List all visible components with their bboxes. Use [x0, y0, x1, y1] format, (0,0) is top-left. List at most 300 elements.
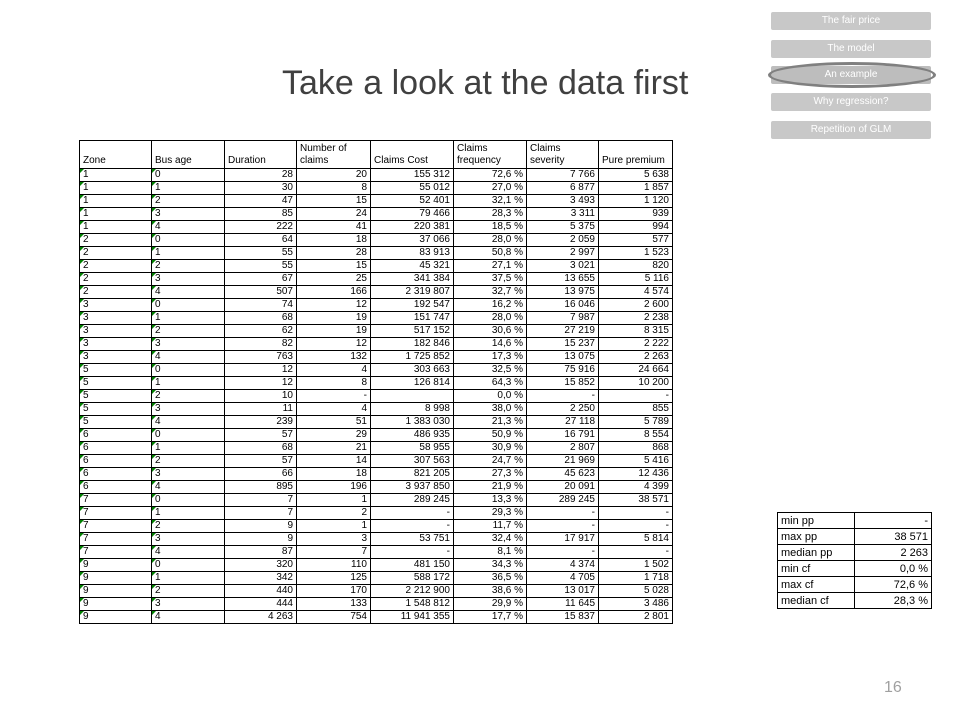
table-row	[80, 403, 673, 416]
table-cell: 72,6 %	[454, 169, 527, 182]
table-cell: 1	[152, 247, 225, 260]
table-row	[80, 429, 673, 442]
table-cell: 4	[297, 364, 371, 377]
table-cell: 18,5 %	[454, 221, 527, 234]
table-cell: 2	[80, 247, 152, 260]
table-cell: 3	[152, 468, 225, 481]
table-cell: 170	[297, 585, 371, 598]
table-cell: 12	[297, 299, 371, 312]
table-cell: 12	[297, 338, 371, 351]
table-cell: 2 600	[599, 299, 673, 312]
table-row	[80, 559, 673, 572]
stats-label: max cf	[778, 577, 855, 593]
table-cell: -	[371, 546, 454, 559]
table-cell: 8 315	[599, 325, 673, 338]
table-cell: 6	[80, 429, 152, 442]
table-cell: 9	[80, 611, 152, 624]
table-cell: 6	[80, 481, 152, 494]
table-cell: 30,9 %	[454, 442, 527, 455]
stats-row	[778, 593, 932, 609]
table-cell: 18	[297, 234, 371, 247]
table-cell: 1	[80, 208, 152, 221]
table-cell: 7	[80, 494, 152, 507]
table-cell: 821 205	[371, 468, 454, 481]
table-cell: 133	[297, 598, 371, 611]
table-body	[80, 169, 673, 624]
table-cell: 303 663	[371, 364, 454, 377]
table-cell: 51	[297, 416, 371, 429]
stats-value: 0,0 %	[855, 561, 932, 577]
table-row	[80, 364, 673, 377]
nav-item-example-label: An example	[824, 69, 878, 80]
table-cell: -	[599, 507, 673, 520]
table-cell: 2 807	[527, 442, 599, 455]
table-cell: 66	[225, 468, 297, 481]
table-cell: 11,7 %	[454, 520, 527, 533]
table-cell: 220 381	[371, 221, 454, 234]
table-cell: 4	[152, 481, 225, 494]
table-cell: 9	[80, 572, 152, 585]
table-cell: 2	[152, 195, 225, 208]
page-number: 16	[884, 679, 902, 696]
table-cell: 13 975	[527, 286, 599, 299]
table-cell: -	[599, 520, 673, 533]
nav-item-why-regression[interactable]: Why regression?	[771, 93, 931, 111]
table-cell: 7	[225, 507, 297, 520]
table-cell: 3	[152, 533, 225, 546]
table-cell: 13,3 %	[454, 494, 527, 507]
table-cell: -	[527, 546, 599, 559]
table-cell: 1	[80, 221, 152, 234]
table-cell: 1	[80, 195, 152, 208]
header-number-of-claims: Number of claims	[297, 141, 371, 169]
table-cell: 52 401	[371, 195, 454, 208]
table-cell: 15 852	[527, 377, 599, 390]
table-cell: 27 219	[527, 325, 599, 338]
table-cell: 75 916	[527, 364, 599, 377]
table-cell: 12 436	[599, 468, 673, 481]
table-cell: 79 466	[371, 208, 454, 221]
table-cell: 5 416	[599, 455, 673, 468]
table-cell: 3	[152, 208, 225, 221]
table-cell: 1	[152, 377, 225, 390]
table-cell: 1	[80, 169, 152, 182]
stats-value: 2 263	[855, 545, 932, 561]
table-header-row	[80, 141, 673, 169]
table-cell: 2 250	[527, 403, 599, 416]
table-cell: 4	[152, 611, 225, 624]
table-cell: 10	[225, 390, 297, 403]
table-cell: 87	[225, 546, 297, 559]
table-cell: 24,7 %	[454, 455, 527, 468]
table-cell: 53 751	[371, 533, 454, 546]
table-row	[80, 299, 673, 312]
table-cell: 17,7 %	[454, 611, 527, 624]
table-cell: -	[297, 390, 371, 403]
table-cell: 444	[225, 598, 297, 611]
table-cell: 67	[225, 273, 297, 286]
table-cell: 3	[80, 312, 152, 325]
table-cell: 239	[225, 416, 297, 429]
table-cell: 939	[599, 208, 673, 221]
table-cell: 1 383 030	[371, 416, 454, 429]
table-row	[80, 468, 673, 481]
table-row	[80, 442, 673, 455]
table-cell: 74	[225, 299, 297, 312]
table-cell: 2	[297, 507, 371, 520]
table-row	[80, 390, 673, 403]
table-cell: 8	[297, 182, 371, 195]
table-cell: 5	[80, 377, 152, 390]
table-cell: 29,9 %	[454, 598, 527, 611]
table-cell: 10 200	[599, 377, 673, 390]
table-cell: 7 987	[527, 312, 599, 325]
table-cell: 4 374	[527, 559, 599, 572]
table-row	[80, 585, 673, 598]
table-cell: 3	[80, 351, 152, 364]
table-cell: 6	[80, 468, 152, 481]
table-cell: 0	[152, 494, 225, 507]
table-cell: 55	[225, 260, 297, 273]
table-row	[80, 286, 673, 299]
table-row	[80, 598, 673, 611]
table-cell: 28,0 %	[454, 234, 527, 247]
table-cell: 24 664	[599, 364, 673, 377]
table-cell: 3 021	[527, 260, 599, 273]
table-cell: 41	[297, 221, 371, 234]
header-claims-frequency: Claims frequency	[454, 141, 527, 169]
table-cell: 28,0 %	[454, 312, 527, 325]
table-cell: 3	[152, 338, 225, 351]
table-row	[80, 247, 673, 260]
table-cell: 1 725 852	[371, 351, 454, 364]
table-cell: 21,3 %	[454, 416, 527, 429]
table-cell: 20 091	[527, 481, 599, 494]
table-cell: 2 801	[599, 611, 673, 624]
table-cell: -	[371, 520, 454, 533]
table-cell: 25	[297, 273, 371, 286]
table-cell: 16 046	[527, 299, 599, 312]
table-row	[80, 234, 673, 247]
table-cell: 64,3 %	[454, 377, 527, 390]
table-row	[80, 507, 673, 520]
table-cell: 855	[599, 403, 673, 416]
table-cell: 2 319 807	[371, 286, 454, 299]
table-cell: 57	[225, 455, 297, 468]
table-cell: 126 814	[371, 377, 454, 390]
table-cell: 2	[80, 273, 152, 286]
stats-label: min pp	[778, 513, 855, 529]
table-row	[80, 351, 673, 364]
table-cell: 994	[599, 221, 673, 234]
nav-item-model[interactable]: The model	[771, 40, 931, 58]
table-cell: 85	[225, 208, 297, 221]
header-zone: Zone	[80, 141, 152, 169]
nav-item-fair-price[interactable]: The fair price	[771, 12, 931, 30]
table-row	[80, 208, 673, 221]
table-cell: 20	[297, 169, 371, 182]
table-cell: 6	[80, 455, 152, 468]
table-cell: 24	[297, 208, 371, 221]
table-cell: 3	[80, 338, 152, 351]
table-cell: 68	[225, 442, 297, 455]
stats-value: 38 571	[855, 529, 932, 545]
table-cell: 8	[297, 377, 371, 390]
table-cell: 27 118	[527, 416, 599, 429]
table-cell: 19	[297, 325, 371, 338]
table-cell: 47	[225, 195, 297, 208]
table-cell: 3	[152, 598, 225, 611]
table-cell: 2	[152, 520, 225, 533]
stats-row	[778, 545, 932, 561]
table-cell: 763	[225, 351, 297, 364]
table-cell: 8 554	[599, 429, 673, 442]
table-cell: 5 789	[599, 416, 673, 429]
table-cell: 0	[152, 559, 225, 572]
table-cell: -	[371, 507, 454, 520]
table-cell: 32,1 %	[454, 195, 527, 208]
table-cell: 4	[297, 403, 371, 416]
table-cell: 1	[152, 312, 225, 325]
table-cell: 13 075	[527, 351, 599, 364]
table-cell: 11 645	[527, 598, 599, 611]
table-cell: 507	[225, 286, 297, 299]
table-cell: 0	[152, 169, 225, 182]
table-cell: -	[527, 390, 599, 403]
table-cell: 3	[80, 299, 152, 312]
table-cell: 2 212 900	[371, 585, 454, 598]
table-cell: 15 837	[527, 611, 599, 624]
table-cell: -	[599, 390, 673, 403]
table-cell: 481 150	[371, 559, 454, 572]
table-cell: 2	[152, 585, 225, 598]
table-cell: 32,5 %	[454, 364, 527, 377]
table-cell: 2 238	[599, 312, 673, 325]
table-cell: 37,5 %	[454, 273, 527, 286]
table-cell: 820	[599, 260, 673, 273]
table-cell: 8,1 %	[454, 546, 527, 559]
table-row	[80, 611, 673, 624]
table-cell: 16,2 %	[454, 299, 527, 312]
table-cell: 6	[80, 442, 152, 455]
table-cell: 14,6 %	[454, 338, 527, 351]
table-cell: 64	[225, 234, 297, 247]
table-cell: 2	[80, 286, 152, 299]
table-cell: 82	[225, 338, 297, 351]
table-cell: 1	[152, 182, 225, 195]
header-claims-severity: Claims severity	[527, 141, 599, 169]
table-cell: 68	[225, 312, 297, 325]
table-cell: 17 917	[527, 533, 599, 546]
table-cell: 289 245	[371, 494, 454, 507]
table-cell: 895	[225, 481, 297, 494]
table-cell: 1 718	[599, 572, 673, 585]
table-cell: 30,6 %	[454, 325, 527, 338]
table-cell: -	[527, 507, 599, 520]
table-row	[80, 182, 673, 195]
table-cell: 5	[80, 390, 152, 403]
table-cell: 7	[80, 507, 152, 520]
table-cell: 440	[225, 585, 297, 598]
table-cell: 28	[225, 169, 297, 182]
table-cell: 38,0 %	[454, 403, 527, 416]
stats-label: median pp	[778, 545, 855, 561]
table-row	[80, 377, 673, 390]
table-cell: 7	[80, 520, 152, 533]
table-cell: 7	[225, 494, 297, 507]
table-cell: 1 857	[599, 182, 673, 195]
table-cell: 110	[297, 559, 371, 572]
table-cell: 57	[225, 429, 297, 442]
table-cell: 5 814	[599, 533, 673, 546]
table-cell: 0	[152, 364, 225, 377]
slide-title: Take a look at the data first	[282, 64, 689, 102]
table-cell: 2	[152, 325, 225, 338]
nav-item-glm-repetition[interactable]: Repetition of GLM	[771, 121, 931, 139]
table-cell: 754	[297, 611, 371, 624]
table-cell: 2	[152, 260, 225, 273]
table-cell: 2 997	[527, 247, 599, 260]
table-cell: 588 172	[371, 572, 454, 585]
table-cell: 1	[152, 572, 225, 585]
table-cell: 1 548 812	[371, 598, 454, 611]
table-row	[80, 572, 673, 585]
stats-value: -	[855, 513, 932, 529]
table-cell: 1 502	[599, 559, 673, 572]
table-cell: 1 120	[599, 195, 673, 208]
table-cell: 27,3 %	[454, 468, 527, 481]
table-row	[80, 533, 673, 546]
table-cell: 15	[297, 260, 371, 273]
table-cell: 4 705	[527, 572, 599, 585]
table-row	[80, 325, 673, 338]
table-cell: 32,7 %	[454, 286, 527, 299]
stats-label: min cf	[778, 561, 855, 577]
table-cell: 151 747	[371, 312, 454, 325]
table-row	[80, 455, 673, 468]
table-cell: 3 493	[527, 195, 599, 208]
table-cell: 14	[297, 455, 371, 468]
header-duration: Duration	[225, 141, 297, 169]
header-bus-age: Bus age	[152, 141, 225, 169]
table-cell: 5	[80, 416, 152, 429]
table-cell: 13 017	[527, 585, 599, 598]
table-row	[80, 416, 673, 429]
table-row	[80, 494, 673, 507]
table-cell: 2 222	[599, 338, 673, 351]
table-cell: 21 969	[527, 455, 599, 468]
table-cell: 2	[152, 455, 225, 468]
table-cell: 3	[80, 325, 152, 338]
table-cell: 2	[80, 234, 152, 247]
table-cell: 222	[225, 221, 297, 234]
table-cell: 182 846	[371, 338, 454, 351]
table-cell: 15	[297, 195, 371, 208]
table-row	[80, 221, 673, 234]
table-cell: 11 941 355	[371, 611, 454, 624]
table-cell: 342	[225, 572, 297, 585]
table-row	[80, 195, 673, 208]
table-cell: 4 399	[599, 481, 673, 494]
table-cell: 3	[297, 533, 371, 546]
table-cell: 132	[297, 351, 371, 364]
table-row	[80, 338, 673, 351]
table-cell: 166	[297, 286, 371, 299]
table-cell: 196	[297, 481, 371, 494]
table-row	[80, 260, 673, 273]
table-cell: 1	[297, 494, 371, 507]
stats-value: 72,6 %	[855, 577, 932, 593]
table-cell: 2 263	[599, 351, 673, 364]
table-cell: 32,4 %	[454, 533, 527, 546]
table-cell: 0	[152, 299, 225, 312]
table-cell: 5	[80, 364, 152, 377]
table-cell: 868	[599, 442, 673, 455]
table-cell: 27,1 %	[454, 260, 527, 273]
table-cell: 29	[297, 429, 371, 442]
table-cell: 58 955	[371, 442, 454, 455]
table-cell: 341 384	[371, 273, 454, 286]
table-cell: 577	[599, 234, 673, 247]
table-cell: 8 998	[371, 403, 454, 416]
table-cell: 1	[152, 507, 225, 520]
table-cell: 9	[80, 559, 152, 572]
table-cell: 155 312	[371, 169, 454, 182]
table-cell: 3	[152, 273, 225, 286]
header-claims-cost: Claims Cost	[371, 141, 454, 169]
table-cell: 5 028	[599, 585, 673, 598]
table-cell: 0,0 %	[454, 390, 527, 403]
table-cell: 5 638	[599, 169, 673, 182]
table-cell: 34,3 %	[454, 559, 527, 572]
table-cell: 289 245	[527, 494, 599, 507]
table-cell: 9	[225, 520, 297, 533]
table-cell: 28	[297, 247, 371, 260]
table-cell: 2 059	[527, 234, 599, 247]
table-cell: 2	[80, 260, 152, 273]
table-cell	[371, 390, 454, 403]
table-cell: 45 321	[371, 260, 454, 273]
table-cell: 125	[297, 572, 371, 585]
table-cell: 3	[152, 403, 225, 416]
table-cell: 15 237	[527, 338, 599, 351]
stats-value: 28,3 %	[855, 593, 932, 609]
table-cell: 12	[225, 377, 297, 390]
stats-label: median cf	[778, 593, 855, 609]
table-cell: 4	[152, 351, 225, 364]
table-cell: 12	[225, 364, 297, 377]
header-pure-premium: Pure premium	[599, 141, 673, 169]
table-cell: 7	[80, 546, 152, 559]
table-cell: 0	[152, 234, 225, 247]
table-cell: 7 766	[527, 169, 599, 182]
table-cell: 7	[297, 546, 371, 559]
table-row	[80, 520, 673, 533]
table-cell: 50,9 %	[454, 429, 527, 442]
table-cell: 9	[80, 598, 152, 611]
table-row	[80, 273, 673, 286]
table-cell: 4	[152, 416, 225, 429]
nav-item-example[interactable]	[771, 66, 931, 84]
table-cell: 38,6 %	[454, 585, 527, 598]
table-cell: 36,5 %	[454, 572, 527, 585]
table-cell: 4	[152, 546, 225, 559]
table-cell: 29,3 %	[454, 507, 527, 520]
table-row	[80, 312, 673, 325]
table-cell: 320	[225, 559, 297, 572]
table-cell: 0	[152, 429, 225, 442]
table-cell: 5	[80, 403, 152, 416]
